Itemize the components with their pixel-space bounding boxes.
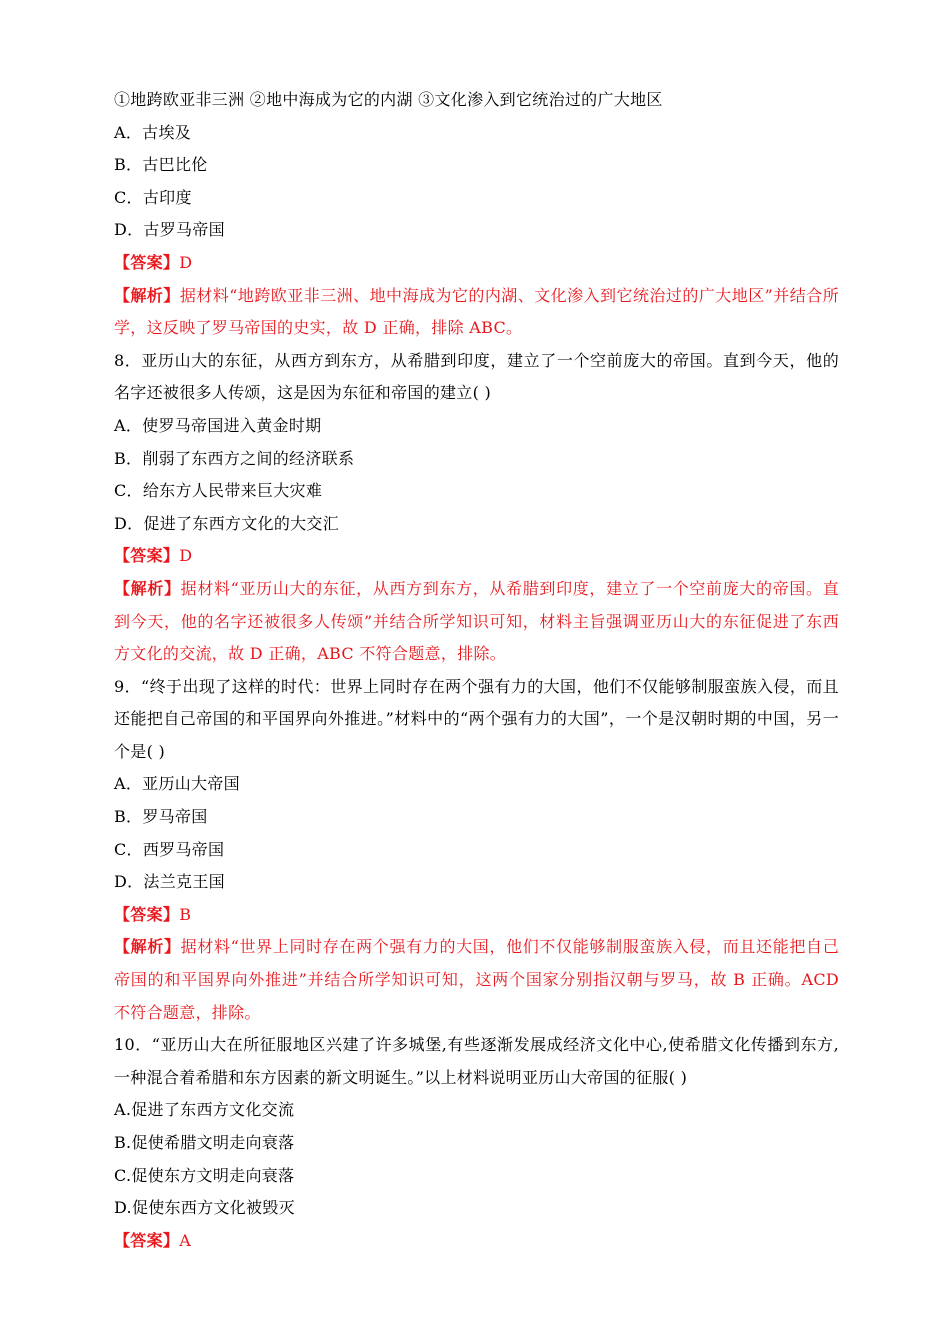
q8-option-d: D．促进了东西方文化的大交汇 — [114, 513, 340, 533]
q10-stem: 10．“亚历山大在所征服地区兴建了许多城堡,有些逐渐发展成经济文化中心,使希腊文化传播到东方,一种混合着希腊和东方因素的新文明诞生。”以上材料说明亚历山大帝国的征服( ) — [114, 1035, 839, 1087]
q8-option-a: A．使罗马帝国进入黄金时期 — [114, 415, 322, 435]
q7-stem-tail: ①地跨欧亚非三洲 ②地中海成为它的内湖 ③文化渗入到它统治过的广大地区 — [114, 90, 663, 109]
q8-option-b: B．削弱了东西方之间的经济联系 — [114, 448, 355, 468]
q9-analysis-text: 据材料“世界上同时存在两个强有力的大国，他们不仅能够制服蛮族入侵，而且还能把自己帝国的和平国界向外推进”并结合所学知识可知，这两个国家分别指汉朝与罗马，故 B 正确。ACD 不符合题意，排除。 — [114, 937, 839, 1022]
q9-option-d: D．法兰克王国 — [114, 872, 225, 892]
q7-analysis — [114, 280, 839, 345]
q8-answer-label: 【答案】 — [114, 546, 180, 566]
q8-analysis-text: 据材料“亚历山大的东征，从西方到东方，从希腊到印度，建立了一个空前庞大的帝国。直到今天，他的名字还被很多人传颂”并结合所学知识可知，材料主旨强调亚历山大的东征促进了东西方文化的交流，故 D 正确，ABC 不符合题意，排除。 — [114, 578, 839, 664]
q8-analysis — [114, 573, 839, 671]
q10-option-b: B.促使希腊文明走向衰落 — [114, 1133, 295, 1152]
q8-stem: 8．亚历山大的东征，从西方到东方，从希腊到印度，建立了一个空前庞大的帝国。直到今天，他的名字还被很多人传颂，这是因为东征和帝国的建立( ) — [114, 350, 839, 403]
q7-option-a: A．古埃及 — [114, 122, 192, 142]
q9-option-c: C．西罗马帝国 — [114, 839, 225, 859]
q7-option-d: D．古罗马帝国 — [114, 220, 225, 240]
q10-option-d: D.促使东西方文化被毁灭 — [114, 1198, 295, 1218]
q10-answer-label: 【答案】 — [114, 1230, 180, 1250]
q9-stem: 9．“终于出现了这样的时代：世界上同时存在两个强有力的大国，他们不仅能够制服蛮族入侵，而且还能把自己帝国的和平国界向外推进。”材料中的“两个强有力的大国”，一个是汉朝时期的中国，另一个是( ) — [114, 676, 839, 761]
q9-answer-value: B — [179, 904, 192, 924]
q7-option-c: C．古印度 — [114, 187, 192, 207]
q8-option-c: C．给东方人民带来巨大灾难 — [114, 481, 323, 501]
q8-answer-value: D — [179, 546, 193, 566]
q9-analysis-label: 【解析】 — [114, 937, 181, 957]
q7-analysis-label: 【解析】 — [114, 285, 180, 305]
q10-option-c: C.促使东方文明走向衰落 — [114, 1165, 295, 1185]
q7-analysis-text: 据材料“地跨欧亚非三洲、地中海成为它的内湖、文化渗入到它统治过的广大地区”并结合所学，这反映了罗马帝国的史实，故 D 正确，排除 ABC。 — [114, 285, 839, 338]
q10-option-a: A.促进了东西方文化交流 — [114, 1100, 295, 1120]
q9-analysis — [114, 931, 839, 1029]
q9-answer — [114, 899, 839, 932]
document-page — [114, 84, 839, 1257]
q8-answer — [114, 540, 839, 573]
q7-answer-value: D — [179, 252, 193, 272]
q9-option-a: A．亚历山大帝国 — [114, 774, 240, 794]
q9-answer-label: 【答案】 — [114, 904, 180, 924]
q10-answer — [114, 1225, 839, 1258]
q7-answer — [114, 247, 839, 280]
q7-option-b: B．古巴比伦 — [114, 155, 208, 175]
q9-option-b: B．罗马帝国 — [114, 807, 208, 827]
q7-answer-label: 【答案】 — [114, 252, 180, 272]
q8-analysis-label: 【解析】 — [114, 578, 181, 598]
q10-answer-value: A — [179, 1230, 192, 1250]
